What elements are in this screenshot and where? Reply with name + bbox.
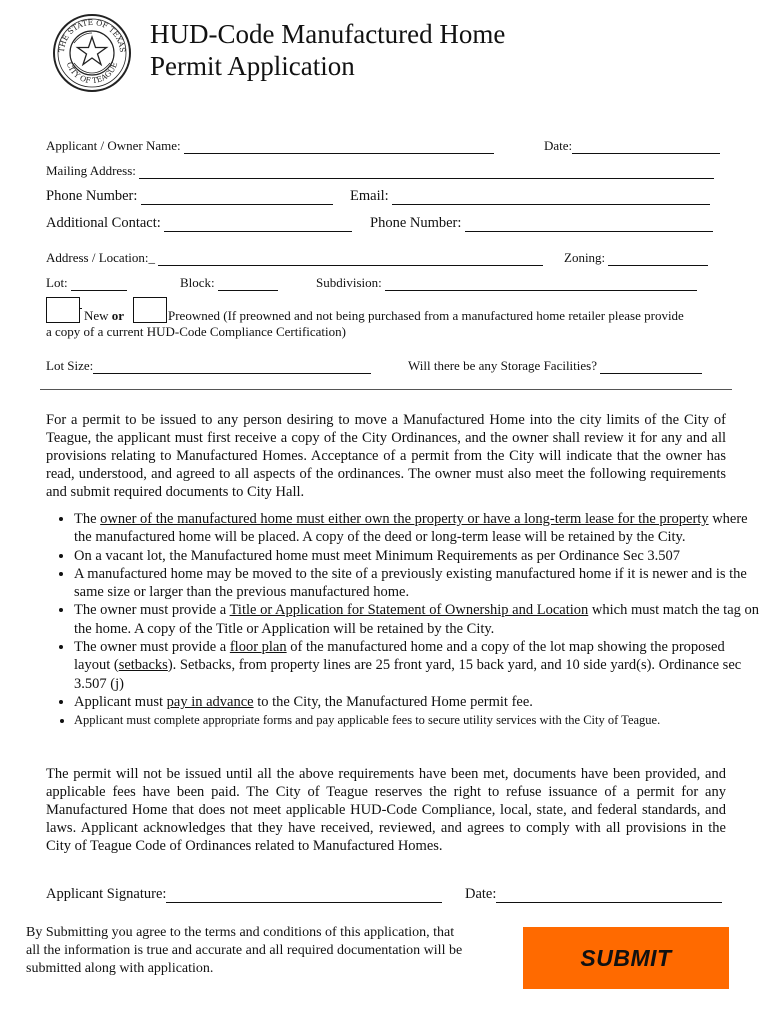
requirement-item [74, 510, 764, 547]
phone-row [46, 188, 333, 205]
requirement-text: Applicant must complete appropriate forms and pay applicable fees to secure utility services with the City of Teague. [74, 713, 661, 728]
new-checkbox[interactable] [46, 297, 80, 323]
requirement-text: On a vacant lot, the Manufactured home must meet Minimum Requirements as per Ordinance Sec 3.507 [74, 547, 681, 564]
requirements-list [46, 510, 764, 730]
requirement-text: The [74, 511, 101, 527]
new-label: New [84, 308, 109, 323]
preowned-label-line2: a copy of a current HUD-Code Compliance Certification) [46, 324, 346, 339]
preowned-checkbox[interactable] [133, 297, 167, 323]
storage-label: Will there be any Storage Facilities? [408, 358, 597, 373]
requirement-text: which must match the tag on the home. A copy of the Title or Application will be retained by the City. [74, 602, 760, 637]
date-field[interactable] [572, 139, 720, 154]
email-field[interactable] [392, 190, 710, 205]
requirement-item [74, 638, 764, 693]
address-field[interactable] [158, 251, 543, 266]
subdivision-label: Subdivision: [316, 275, 382, 290]
subdivision-field[interactable] [385, 276, 697, 291]
phone-field[interactable] [141, 190, 333, 205]
title-line2: Permit Application [150, 51, 355, 81]
zoning-field[interactable] [608, 251, 708, 266]
email-label: Email: [350, 188, 389, 204]
date-row [544, 138, 720, 154]
requirement-item [74, 711, 764, 729]
title-line1: HUD-Code Manufactured Home [150, 19, 506, 49]
requirement-underlined-text: setbacks [118, 657, 168, 674]
requirement-underlined-text: owner of the manufactured home must either own the property or have a long-term lease for the property [100, 511, 709, 527]
requirement-item [74, 565, 764, 602]
requirement-text: to the City, the Manufactured Home permit fee. [253, 693, 533, 710]
signature-date-label: Date: [465, 886, 497, 902]
block-field[interactable] [218, 276, 278, 291]
lot-size-field[interactable] [93, 359, 371, 374]
phone2-row [370, 215, 713, 232]
applicant-name-field[interactable] [184, 139, 494, 154]
requirement-underlined-text: floor plan [229, 639, 287, 656]
lot-field[interactable] [71, 276, 127, 291]
intro-paragraph: For a permit to be issued to any person desiring to move a Manufactured Home into the city limits of the City of Teague, the applicant must first receive a copy of the City Ordinances, and the owner shall review it for any and all provisions relating to Manufactured Homes. Acceptance of a permit from the City will indicate that the owner has read, understood, and agreed to all aspects of the ordinances. The owner must also meet the following requirements and submit required documents to City Hall. [46, 412, 726, 500]
requirement-text: A manufactured home may be moved to the site of a previously existing manufactured home if it is newer and is the same size or larger than the previous manufactured home. [74, 565, 747, 601]
requirement-underlined-text: Title or Application for Statement of Ownership and Location [229, 602, 589, 619]
additional-contact-field[interactable] [164, 217, 352, 232]
additional-contact-row [46, 215, 352, 232]
requirement-item [74, 547, 764, 565]
closing-paragraph: The permit will not be issued until all the above requirements have been met, documents have been provided, and applicable fees have been paid. The City of Teague reserves the right to refuse issuance of a permit for any Manufactured Home that does not meet applicable HUD-Code Compliance, local, state, and federal standards, and laws. Applicant acknowledges that they have received, reviewed, and agrees to comply with all provisions in the City of Teague Code of Ordinances related to Manufactured Homes. [46, 766, 726, 854]
submit-button[interactable]: SUBMIT [523, 927, 729, 989]
applicant-row [46, 138, 494, 154]
block-label: Block: [180, 275, 215, 290]
divider [40, 389, 732, 390]
storage-row [408, 358, 702, 374]
requirement-text: Applicant must [74, 693, 167, 710]
requirement-text: The owner must provide a [74, 639, 230, 656]
phone2-field[interactable] [465, 217, 713, 232]
requirement-text: of the manufactured home and a copy of the lot map showing the proposed layout ( [74, 639, 725, 674]
email-row [350, 188, 710, 205]
requirement-text: where the manufactured home will be placed. A copy of the deed or long-term lease will be retained by the City. [74, 511, 748, 546]
requirement-item [74, 601, 764, 638]
signature-row [46, 886, 442, 903]
seal-top-text: THE STATE OF TEXAS [56, 17, 128, 53]
applicant-label: Applicant / Owner Name: [46, 138, 181, 153]
requirement-text: The owner must provide a [74, 602, 230, 619]
or-label: or [111, 308, 125, 323]
requirement-text: ). Setbacks, from property lines are 25 front yard, 15 back yard, and 10 side yard(s). Ordinance sec 3.507 (j) [74, 657, 742, 692]
lot-label: Lot: [46, 275, 68, 290]
city-seal-icon [52, 13, 132, 93]
new-label-wrap [84, 308, 124, 324]
phone-label: Phone Number: [46, 188, 138, 204]
mailing-address-field[interactable] [139, 164, 714, 179]
lot-row [46, 275, 127, 291]
address-label: Address / Location:_ [46, 250, 156, 265]
requirement-underlined-text: pay in advance [166, 693, 254, 710]
mailing-label: Mailing Address: [46, 163, 136, 178]
mailing-row [46, 163, 714, 179]
phone2-label: Phone Number: [370, 215, 462, 231]
zoning-row [564, 250, 708, 266]
lot-size-row [46, 358, 371, 374]
lot-size-label: Lot Size: [46, 358, 94, 373]
requirement-item [74, 693, 764, 711]
preowned-label: Preowned (If preowned and not being purchased from a manufactured home retailer please provide [168, 308, 684, 323]
date-label: Date: [544, 138, 573, 153]
additional-contact-label: Additional Contact: [46, 215, 161, 231]
signature-date-field[interactable] [496, 888, 722, 903]
storage-field[interactable] [600, 359, 702, 374]
page-title [150, 18, 505, 82]
terms-text: By Submitting you agree to the terms and conditions of this application, that all the information is true and accurate and all required documentation will be submitted along with application. [26, 925, 463, 976]
address-row [46, 250, 543, 266]
zoning-label: Zoning: [564, 250, 606, 265]
signature-label: Applicant Signature: [46, 886, 167, 902]
signature-field[interactable] [166, 888, 442, 903]
subdivision-row [316, 275, 697, 291]
block-row [180, 275, 278, 291]
seal-bottom-text: CITY OF TEAGUE [64, 60, 120, 86]
signature-date-row [465, 886, 722, 903]
